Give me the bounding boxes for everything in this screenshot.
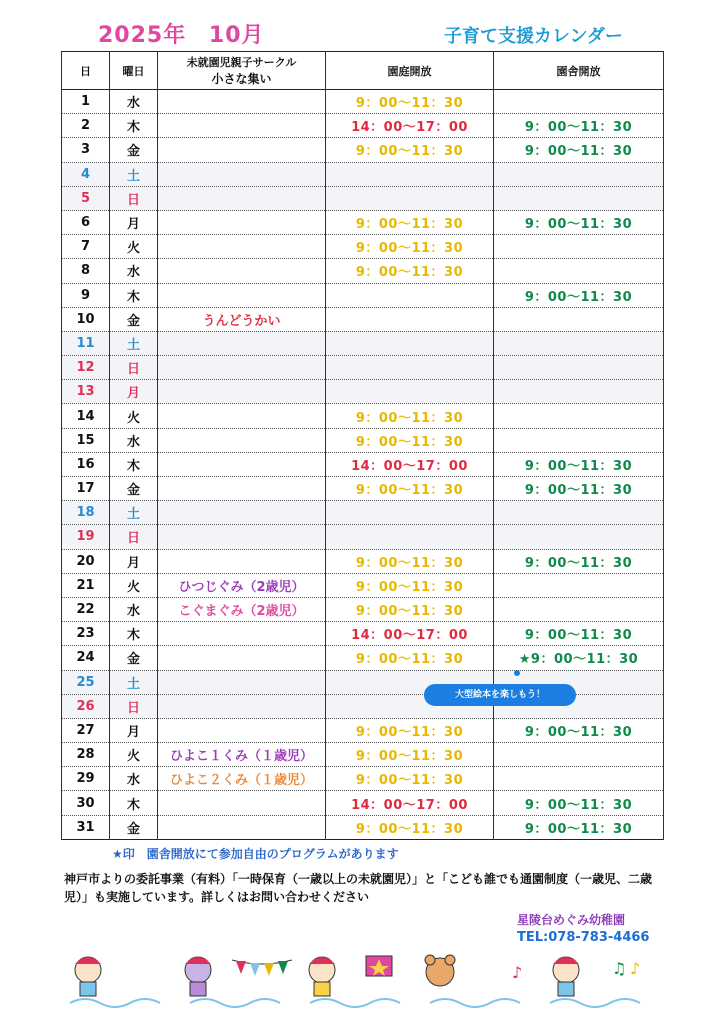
day-cell: 18 — [62, 501, 110, 525]
garden-cell: 9：00～11：30 — [326, 259, 494, 283]
day-cell: 15 — [62, 428, 110, 452]
table-row — [62, 477, 664, 501]
circle-cell — [158, 815, 326, 839]
table-row — [62, 646, 664, 670]
table-row — [62, 259, 664, 283]
day-cell: 12 — [62, 356, 110, 380]
building-cell — [494, 501, 664, 525]
day-cell: 20 — [62, 549, 110, 573]
garden-cell — [326, 356, 494, 380]
garden-cell: 9：00～11：30 — [326, 718, 494, 742]
star-flag — [366, 956, 392, 976]
day-cell: 22 — [62, 597, 110, 621]
day-cell: 26 — [62, 694, 110, 718]
col-header-circle-top: 未就園児親子サークル — [186, 56, 297, 69]
circle-cell — [158, 694, 326, 718]
child-figure-1 — [75, 957, 101, 996]
day-cell: 3 — [62, 138, 110, 162]
circle-cell — [158, 646, 326, 670]
weekday-cell: 金 — [110, 815, 158, 839]
building-cell — [494, 235, 664, 259]
day-cell: 19 — [62, 525, 110, 549]
building-cell: 9：00～11：30 — [494, 477, 664, 501]
table-row — [62, 404, 664, 428]
building-cell: 9：00～11：30 — [494, 138, 664, 162]
garden-cell: 9：00～11：30 — [326, 404, 494, 428]
weekday-cell: 土 — [110, 162, 158, 186]
info-note: 神戸市よりの委託事業（有料）「一時保育（一歳以上の未就園児）」と「こども誰でも通園制度（一歳児、二歳児）」も実施しています。詳しくはお問い合わせください — [64, 872, 653, 904]
building-cell — [494, 404, 664, 428]
circle-cell — [158, 259, 326, 283]
day-cell: 13 — [62, 380, 110, 404]
weekday-cell: 金 — [110, 138, 158, 162]
building-cell — [494, 428, 664, 452]
weekday-cell: 月 — [110, 380, 158, 404]
circle-cell — [158, 404, 326, 428]
weekday-cell: 月 — [110, 210, 158, 234]
garden-cell: 9：00～11：30 — [326, 138, 494, 162]
weekday-cell: 火 — [110, 573, 158, 597]
building-cell: 9：00～11：30 — [494, 622, 664, 646]
circle-cell — [158, 138, 326, 162]
table-row — [62, 210, 664, 234]
circle-cell — [158, 114, 326, 138]
day-cell: 27 — [62, 718, 110, 742]
day-cell: 29 — [62, 767, 110, 791]
circle-cell — [158, 331, 326, 355]
circle-cell — [158, 428, 326, 452]
day-cell: 28 — [62, 743, 110, 767]
weekday-cell: 水 — [110, 259, 158, 283]
table-row — [62, 549, 664, 573]
calendar-body — [62, 90, 664, 840]
table-row — [62, 452, 664, 476]
weekday-cell: 月 — [110, 718, 158, 742]
weekday-cell: 月 — [110, 549, 158, 573]
building-cell — [494, 525, 664, 549]
child-figure-3 — [309, 957, 335, 996]
weekday-cell: 日 — [110, 525, 158, 549]
calendar-month — [98, 18, 279, 49]
building-cell: 9：00～11：30 — [494, 114, 664, 138]
weekday-cell: 日 — [110, 694, 158, 718]
circle-cell — [158, 718, 326, 742]
garden-cell: 14：00～17：00 — [326, 452, 494, 476]
building-cell — [494, 380, 664, 404]
bunting-flags — [232, 960, 292, 976]
day-cell: 31 — [62, 815, 110, 839]
table-row — [62, 743, 664, 767]
day-cell: 9 — [62, 283, 110, 307]
building-cell — [494, 186, 664, 210]
child-figure-4 — [553, 957, 579, 996]
table-row — [62, 791, 664, 815]
svg-text:♫: ♫ — [612, 959, 627, 978]
table-row — [62, 597, 664, 621]
weekday-cell: 木 — [110, 283, 158, 307]
day-cell: 21 — [62, 573, 110, 597]
table-row — [62, 428, 664, 452]
building-cell: 9：00～11：30 — [494, 791, 664, 815]
col-header-garden: 園庭開放 — [326, 52, 494, 90]
building-cell: ★9：00～11：30 — [494, 646, 664, 670]
weekday-cell: 火 — [110, 743, 158, 767]
table-row — [62, 114, 664, 138]
weekday-cell: 土 — [110, 331, 158, 355]
table-row — [62, 815, 664, 839]
day-cell: 4 — [62, 162, 110, 186]
table-row — [62, 622, 664, 646]
day-cell: 8 — [62, 259, 110, 283]
building-cell: 9：00～11：30 — [494, 452, 664, 476]
building-cell: 9：00～11：30 — [494, 815, 664, 839]
building-cell: 9：00～11：30 — [494, 549, 664, 573]
garden-cell: 9：00～11：30 — [326, 90, 494, 114]
weekday-cell: 木 — [110, 791, 158, 815]
day-cell: 23 — [62, 622, 110, 646]
day-cell: 10 — [62, 307, 110, 331]
table-row — [62, 90, 664, 114]
page-title: 子育て支援カレンダー — [444, 26, 623, 47]
weekday-cell: 火 — [110, 235, 158, 259]
table-row — [62, 573, 664, 597]
building-cell — [494, 162, 664, 186]
circle-cell: ひよこ２くみ（１歳児） — [158, 767, 326, 791]
day-cell: 25 — [62, 670, 110, 694]
garden-cell: 9：00～11：30 — [326, 428, 494, 452]
circle-cell — [158, 380, 326, 404]
garden-cell: 9：00～11：30 — [326, 767, 494, 791]
weekday-cell: 日 — [110, 356, 158, 380]
garden-cell: 9：00～11：30 — [326, 646, 494, 670]
school-name: 星陵台めぐみ幼稚園 — [517, 913, 626, 927]
garden-cell: 9：00～11：30 — [326, 743, 494, 767]
garden-cell — [326, 186, 494, 210]
weekday-cell: 木 — [110, 622, 158, 646]
circle-cell — [158, 186, 326, 210]
event-bubble: 大型絵本を楽しもう！ — [424, 684, 576, 706]
calendar-table — [61, 51, 664, 840]
day-cell: 6 — [62, 210, 110, 234]
day-cell: 2 — [62, 114, 110, 138]
day-cell: 24 — [62, 646, 110, 670]
weekday-cell: 水 — [110, 90, 158, 114]
weekday-cell: 水 — [110, 428, 158, 452]
garden-cell: 9：00～11：30 — [326, 210, 494, 234]
garden-cell: 9：00～11：30 — [326, 477, 494, 501]
month-label: 10月 — [208, 23, 265, 48]
table-row — [62, 186, 664, 210]
garden-cell: 9：00～11：30 — [326, 549, 494, 573]
weekday-cell: 金 — [110, 477, 158, 501]
col-header-day: 日 — [62, 52, 110, 90]
garden-cell — [326, 501, 494, 525]
col-header-building: 園舎開放 — [494, 52, 664, 90]
bubble-pointer — [514, 670, 520, 676]
day-cell: 14 — [62, 404, 110, 428]
garden-cell — [326, 331, 494, 355]
col-header-weekday: 曜日 — [110, 52, 158, 90]
circle-cell — [158, 501, 326, 525]
circle-cell: こぐまぐみ（2歳児） — [158, 597, 326, 621]
building-cell: 9：00～11：30 — [494, 718, 664, 742]
day-cell: 16 — [62, 452, 110, 476]
table-row — [62, 718, 664, 742]
day-cell: 7 — [62, 235, 110, 259]
weekday-cell: 木 — [110, 452, 158, 476]
day-cell: 17 — [62, 477, 110, 501]
garden-cell — [326, 283, 494, 307]
table-row — [62, 307, 664, 331]
child-figure-2 — [185, 957, 211, 996]
garden-cell: 9：00～11：30 — [326, 815, 494, 839]
circle-cell — [158, 525, 326, 549]
table-header-row — [62, 52, 664, 90]
building-cell — [494, 356, 664, 380]
svg-text:♪: ♪ — [630, 959, 641, 978]
building-cell — [494, 259, 664, 283]
weekday-cell: 土 — [110, 501, 158, 525]
table-row — [62, 525, 664, 549]
circle-cell — [158, 452, 326, 476]
building-cell — [494, 767, 664, 791]
garden-cell — [326, 380, 494, 404]
weekday-cell: 水 — [110, 767, 158, 791]
weekday-cell: 金 — [110, 307, 158, 331]
garden-cell — [326, 307, 494, 331]
building-cell — [494, 307, 664, 331]
table-row — [62, 356, 664, 380]
garden-cell: 9：00～11：30 — [326, 235, 494, 259]
footer-illustration — [0, 948, 726, 1018]
circle-cell: ひつじぐみ（2歳児） — [158, 573, 326, 597]
building-cell: 9：00～11：30 — [494, 283, 664, 307]
col-header-circle-bottom: 小さな集い — [211, 72, 272, 86]
weekday-cell: 金 — [110, 646, 158, 670]
building-cell — [494, 331, 664, 355]
table-row — [62, 235, 664, 259]
circle-cell — [158, 235, 326, 259]
table-row — [62, 162, 664, 186]
circle-cell: ひよこ１くみ（１歳児） — [158, 743, 326, 767]
circle-cell — [158, 477, 326, 501]
circle-cell — [158, 622, 326, 646]
year-label: 2025年 — [98, 23, 187, 48]
table-row — [62, 283, 664, 307]
circle-cell — [158, 90, 326, 114]
table-row — [62, 138, 664, 162]
circle-cell — [158, 549, 326, 573]
garden-cell: 14：00～17：00 — [326, 622, 494, 646]
building-cell — [494, 573, 664, 597]
circle-cell — [158, 670, 326, 694]
weekday-cell: 木 — [110, 114, 158, 138]
bear-figure — [425, 955, 455, 986]
day-cell: 11 — [62, 331, 110, 355]
day-cell: 5 — [62, 186, 110, 210]
building-cell — [494, 90, 664, 114]
garden-cell: 9：00～11：30 — [326, 573, 494, 597]
garden-cell — [326, 525, 494, 549]
col-header-circle — [158, 52, 326, 90]
weekday-cell: 土 — [110, 670, 158, 694]
weekday-cell: 火 — [110, 404, 158, 428]
building-cell — [494, 743, 664, 767]
day-cell: 30 — [62, 791, 110, 815]
garden-cell — [326, 162, 494, 186]
weekday-cell: 日 — [110, 186, 158, 210]
table-row — [62, 767, 664, 791]
garden-cell: 9：00～11：30 — [326, 597, 494, 621]
table-row — [62, 380, 664, 404]
table-row — [62, 501, 664, 525]
circle-cell — [158, 210, 326, 234]
garden-cell: 14：00～17：00 — [326, 114, 494, 138]
building-cell: 9：00～11：30 — [494, 210, 664, 234]
weekday-cell: 水 — [110, 597, 158, 621]
circle-cell — [158, 791, 326, 815]
svg-text:♪: ♪ — [512, 963, 523, 982]
circle-cell — [158, 162, 326, 186]
garden-cell: 14：00～17：00 — [326, 791, 494, 815]
table-row — [62, 331, 664, 355]
circle-cell — [158, 283, 326, 307]
star-note: ★印 園舎開放にて参加自由のプログラムがあります — [112, 847, 399, 861]
day-cell: 1 — [62, 90, 110, 114]
school-tel: TEL:078-783-4466 — [517, 930, 650, 945]
wave-decoration — [70, 999, 640, 1007]
building-cell — [494, 597, 664, 621]
circle-cell — [158, 356, 326, 380]
circle-cell: うんどうかい — [158, 307, 326, 331]
